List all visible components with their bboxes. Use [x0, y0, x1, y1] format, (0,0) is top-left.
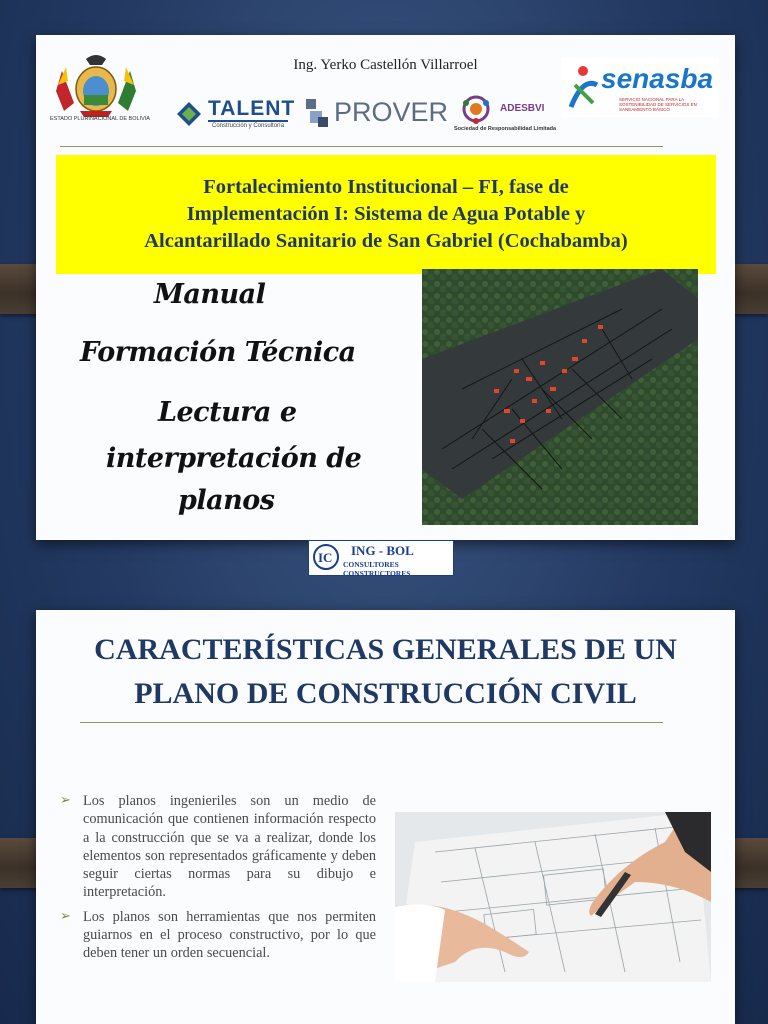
prover-name: PROVER	[334, 97, 449, 127]
ingbol-logo	[308, 540, 454, 576]
cover-slide[interactable]	[36, 35, 735, 578]
project-title-box	[56, 155, 716, 274]
title-divider	[80, 722, 663, 723]
senasba-logo	[561, 57, 719, 117]
manual-line: Lectura e	[158, 397, 297, 428]
talent-logo	[174, 97, 296, 133]
slide-title-line: PLANO DE CONSTRUCCIÓN CIVIL	[134, 676, 637, 710]
bullet-item	[58, 792, 376, 902]
senasba-name: senasba	[601, 63, 714, 94]
senasba-subtitle: SERVICIO NACIONAL PARA LA SOSTENIBILIDAD DE SERVICIOS EN SANEAMIENTO BÁSICO	[619, 97, 697, 113]
ingbol-subtitle: CONSULTORES CONSTRUCTORES	[343, 560, 411, 578]
senasba-figure-icon	[563, 63, 603, 111]
arrow-bullet-icon: ➢	[60, 907, 71, 923]
adesbvi-name: ADESBVI	[500, 103, 545, 114]
manual-line: planos	[178, 485, 275, 516]
manual-line: interpretación de	[106, 443, 362, 474]
author-name: Ing. Yerko Castellón Villarroel	[293, 57, 478, 73]
prover-cubes-icon	[304, 97, 332, 131]
bullet-item	[58, 908, 376, 963]
svg-text:IC: IC	[318, 550, 333, 565]
project-title-line: Implementación I: Sistema de Agua Potable y	[186, 203, 586, 226]
adesbvi-circle-icon	[454, 95, 498, 125]
talent-subtitle: Construcción y Consultoría	[212, 123, 285, 129]
project-title-line: Fortalecimiento Institucional – FI, fase de	[203, 176, 569, 198]
arrow-bullet-icon: ➢	[60, 792, 71, 807]
bullet-text: Los planos son herramientas que nos permiten guiarnos en el proceso constructivo, por lo que deben tener un orden secuencial.	[83, 908, 376, 962]
slide-title-line: CARACTERÍSTICAS GENERALES DE UN	[94, 633, 677, 666]
ingbol-name: ING - BOL	[351, 543, 414, 558]
satellite-map-image	[422, 269, 698, 525]
content-slide[interactable]	[36, 610, 735, 1024]
blueprint-hands-photo	[395, 812, 711, 982]
bolivia-coat-of-arms-logo	[54, 51, 138, 121]
slide-title	[36, 628, 735, 715]
bullet-text: Los planos ingenieriles son un medio de comunicación que contienen información respecto a la construcción que se va a realizar, donde los elementos son representados gráficamente y deben seguir ciertas normas para su dibujo e interpretación.	[83, 793, 376, 901]
bullet-list	[58, 792, 376, 969]
coat-caption: ESTADO PLURINACIONAL DE BOLIVIA	[50, 116, 150, 122]
adesbvi-subtitle: Sociedad de Responsabilidad Limitada	[454, 126, 557, 132]
manual-line: Formación Técnica	[80, 337, 356, 368]
prover-logo	[304, 97, 449, 133]
talent-rule	[208, 120, 288, 122]
manual-line: Manual	[154, 279, 266, 310]
talent-name: TALENT	[208, 97, 296, 120]
header-divider	[60, 146, 663, 147]
ingbol-emblem-icon	[312, 543, 340, 571]
project-title-line: Alcantarillado Sanitario de San Gabriel (Cochabamba)	[144, 230, 628, 253]
project-title	[56, 155, 716, 255]
talent-diamond-icon	[174, 99, 204, 129]
